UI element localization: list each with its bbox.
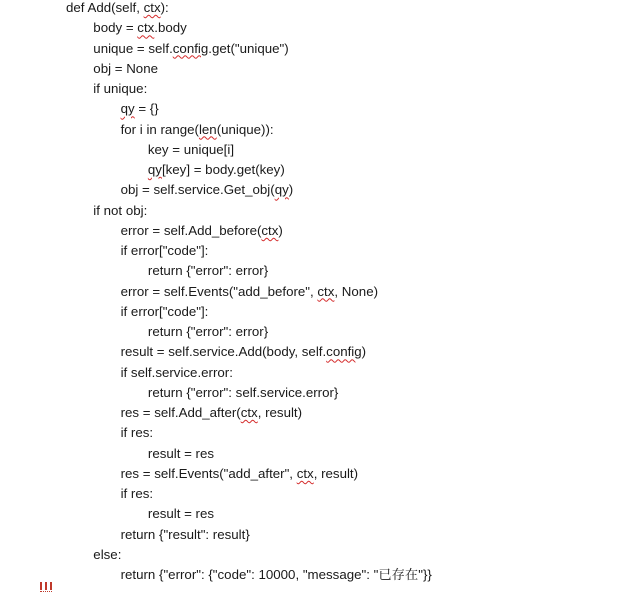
- code-text: if not obj:: [93, 202, 148, 218]
- code-text: = {}: [134, 101, 159, 117]
- code-line: [121, 223, 283, 239]
- code-text: if res:: [120, 425, 154, 441]
- code-line: [121, 365, 233, 381]
- code-text: .get("unique"): [208, 40, 289, 56]
- code-line: [121, 405, 302, 421]
- code-text: if error["code"]:: [120, 243, 209, 258]
- code-text: return {"error": {"code": 10000, "message": "已存在"}}: [120, 567, 432, 582]
- paragraph-mark-icon: [40, 585, 52, 592]
- code-text: result = res: [147, 506, 215, 522]
- code-line: [121, 304, 209, 320]
- code-line: [121, 101, 159, 117]
- code-text: if error["code"]:: [120, 303, 209, 319]
- code-text: res = self.Events("add_after",: [120, 465, 297, 481]
- code-text: .body: [154, 20, 187, 36]
- code-line: [93, 20, 187, 36]
- code-text: return {"error": error}: [147, 263, 269, 279]
- code-text: if res:: [120, 486, 154, 501]
- spellcheck-flagged-word: config: [326, 344, 362, 360]
- code-text: return {"error": error}: [147, 324, 269, 339]
- code-text: , None): [334, 283, 379, 299]
- code-text: [key] = body.get(key): [161, 162, 285, 177]
- code-line: [148, 385, 339, 401]
- code-text: def Add(self,: [66, 0, 144, 15]
- code-line: [93, 203, 147, 219]
- code-text: return {"error": self.service.error}: [147, 384, 339, 400]
- code-text: , result): [257, 405, 303, 420]
- spellcheck-flagged-word: qy: [274, 182, 289, 198]
- code-line: [121, 284, 378, 300]
- code-line: [148, 324, 268, 340]
- spellcheck-flagged-word: ctx: [137, 20, 155, 36]
- code-line: [148, 263, 268, 279]
- code-line: [148, 142, 234, 158]
- spellcheck-flagged-word: config: [172, 40, 209, 56]
- spellcheck-flagged-word: qy: [120, 101, 135, 117]
- code-text: for i in range(: [120, 121, 199, 137]
- code-line: [121, 425, 154, 441]
- code-line: [121, 243, 209, 259]
- code-text: if unique:: [93, 81, 148, 96]
- code-line: [93, 61, 158, 77]
- code-text: ): [361, 344, 367, 360]
- code-text: else:: [93, 546, 122, 562]
- code-text: error = self.Add_before(: [120, 222, 262, 238]
- spellcheck-flagged-word: len: [198, 121, 217, 137]
- code-line: [121, 527, 250, 543]
- code-text: (unique)):: [216, 121, 274, 137]
- code-text: res = self.Add_after(: [120, 405, 241, 420]
- code-text: unique = self.: [93, 40, 173, 56]
- code-text: error = self.Events("add_before",: [120, 283, 318, 299]
- spellcheck-flagged-word: ctx: [143, 0, 161, 15]
- code-line: [93, 547, 121, 563]
- code-text: ): [278, 222, 283, 238]
- code-text: , result): [313, 465, 359, 481]
- code-line: [148, 506, 214, 522]
- code-text: return {"result": result}: [120, 526, 250, 542]
- code-text: body =: [93, 20, 138, 36]
- code-line: [121, 486, 154, 502]
- code-text: obj = self.service.Get_obj(: [120, 182, 275, 198]
- code-line: [148, 446, 214, 462]
- code-line: [121, 122, 274, 138]
- code-line: [121, 466, 358, 482]
- spellcheck-flagged-word: ctx: [261, 222, 279, 238]
- code-line: [66, 0, 169, 16]
- code-text: if self.service.error:: [120, 364, 233, 380]
- spellcheck-flagged-word: qy: [147, 162, 162, 177]
- spellcheck-flagged-word: ctx: [240, 405, 258, 420]
- code-text: obj = None: [93, 60, 158, 76]
- code-text: key = unique[i]: [147, 141, 235, 157]
- code-line: [93, 41, 288, 57]
- code-text: ): [288, 182, 294, 198]
- spellcheck-flagged-word: ctx: [296, 465, 314, 481]
- code-line: [121, 344, 367, 360]
- code-line: [121, 567, 432, 583]
- code-text: result = res: [147, 445, 215, 461]
- code-text: ):: [160, 0, 169, 15]
- spellcheck-flagged-word: ctx: [317, 283, 335, 299]
- code-line: [121, 182, 294, 198]
- code-text: result = self.service.Add(body, self.: [120, 344, 327, 360]
- code-line: [93, 81, 147, 97]
- code-line: [148, 162, 285, 178]
